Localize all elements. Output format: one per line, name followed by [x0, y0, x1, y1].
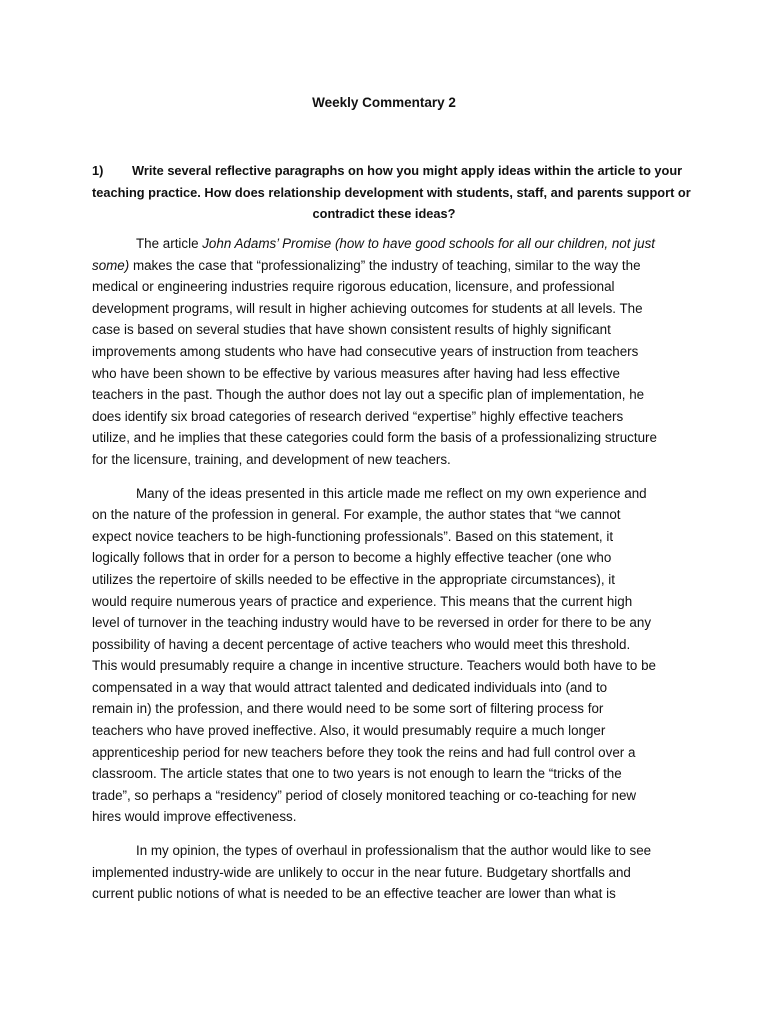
paragraph-1-after-italic: makes the case that “professionalizing” the industry of teaching, similar to the way the: [129, 257, 641, 273]
paragraph-1-line-2: [92, 255, 682, 277]
text-line: on the nature of the profession in general. For example, the author states that “we cannot: [92, 507, 621, 523]
text-line: compensated in a way that would attract talented and dedicated individuals into (and to: [92, 679, 608, 695]
text-line: Many of the ideas presented in this article made me reflect on my own experience and: [136, 485, 647, 501]
text-line: medical or engineering industries require rigorous education, licensure, and professional: [92, 279, 615, 295]
text-line: would require numerous years of practice and experience. This means that the current high: [92, 593, 633, 609]
text-line: for the licensure, training, and development of new teachers.: [92, 451, 451, 467]
text-line: teachers who have proved ineffective. Also, it would presumably require a much longer: [92, 723, 606, 739]
text-line: utilize, and he implies that these categories could form the basis of a professionalizing structure: [92, 430, 657, 446]
text-line: expect novice teachers to be high-functioning professionals”. Based on this statement, it: [92, 528, 614, 544]
question-block: [92, 160, 691, 225]
text-line: utilizes the repertoire of skills needed to be effective in the appropriate circumstances), it: [92, 571, 615, 587]
text-line: possibility of having a decent percentage of active teachers who would meet this threshold.: [92, 636, 631, 652]
text-line: case is based on several studies that have shown consistent results of highly significant: [92, 322, 611, 338]
text-line: improvements among students who have had consecutive years of instruction from teachers: [92, 343, 639, 359]
question-line-1: [92, 160, 683, 182]
article-title-italic-cont: some): [92, 257, 130, 273]
article-title-italic: John Adams’ Promise (how to have good schools for all our children, not just: [202, 236, 656, 251]
question-line-2: teaching practice. How does relationship development with students, staff, and parents support or: [92, 184, 691, 200]
question-text-1: Write several reflective paragraphs on how you might apply ideas within the article to your: [132, 163, 683, 178]
paragraph-3: [92, 840, 682, 905]
text-line: trade”, so perhaps a “residency” period of closely monitored teaching or co-teaching for new: [92, 787, 637, 803]
commentary-body: [92, 233, 682, 917]
text-line: This would presumably require a change in incentive structure. Teachers would both have to be: [92, 658, 656, 674]
text-line: In my opinion, the types of overhaul in professionalism that the author would like to see: [136, 843, 652, 859]
text-line: remain in) the profession, and there would need to be some sort of filtering process for: [92, 701, 604, 717]
text-line: apprenticeship period for new teachers before they took the reins and had full control over a: [92, 744, 636, 760]
text-line: logically follows that in order for a person to become a highly effective teacher (one who: [92, 550, 612, 566]
paragraph-1-lead: The article: [136, 236, 203, 251]
paragraph-1: [92, 233, 682, 471]
text-line: who have been shown to be effective by various measures after having had less effective: [92, 365, 621, 381]
document-title: Weekly Commentary 2: [312, 95, 456, 110]
paragraph-2: [92, 483, 682, 829]
paragraph-1-line-1: [92, 233, 682, 255]
text-line: development programs, will result in higher achieving outcomes for students at all levels. The: [92, 300, 643, 316]
text-line: hires would improve effectiveness.: [92, 809, 297, 825]
text-line: current public notions of what is needed to be an effective teacher are lower than what is: [92, 886, 616, 902]
text-line: classroom. The article states that one to two years is not enough to learn the “tricks of the: [92, 766, 622, 782]
question-number: 1): [92, 163, 104, 178]
text-line: does identify six broad categories of research derived “expertise” highly effective teachers: [92, 408, 624, 424]
text-line: level of turnover in the teaching industry would have to be reversed in order for there to be any: [92, 615, 652, 631]
text-line: implemented industry-wide are unlikely to occur in the near future. Budgetary shortfalls and: [92, 864, 631, 880]
question-line-3: contradict these ideas?: [312, 206, 456, 221]
text-line: teachers in the past. Though the author does not lay out a specific plan of implementation, he: [92, 387, 645, 403]
